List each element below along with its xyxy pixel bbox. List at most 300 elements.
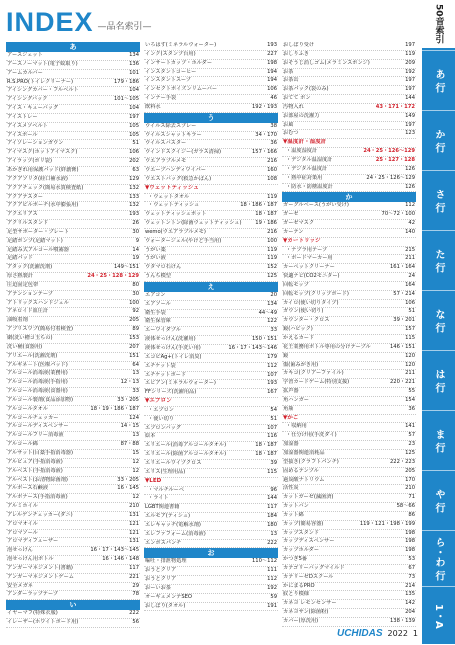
entry-name: エチケット袋: [145, 362, 176, 369]
entry-page: 20: [270, 291, 277, 298]
entry-page: 14: [132, 246, 139, 253]
entry-name: 加湿器: [283, 441, 299, 448]
entry-name: ウエストバッグ(救急かばん): [145, 175, 212, 182]
index-entry: [6, 459, 140, 468]
entry-name: アクアチェック(簡易水質検査紙): [7, 184, 84, 191]
entry-name: アロマオイル: [7, 520, 38, 527]
index-entry: [144, 389, 278, 398]
entry-name: アイシングバック: [7, 96, 48, 103]
index-entry: [6, 158, 140, 167]
tab-ma-row[interactable]: ま 行: [422, 410, 455, 471]
index-entry: [6, 370, 140, 379]
entry-page: 105: [129, 122, 139, 129]
index-entry: [6, 70, 140, 79]
index-entry: [282, 148, 416, 157]
index-entry: [282, 370, 416, 379]
entry-name: 足踏パッド: [7, 255, 33, 262]
index-entry: [144, 167, 278, 176]
entry-name: アイストレー: [7, 113, 38, 120]
index-entry: [6, 415, 140, 424]
entry-page: 198: [405, 547, 415, 554]
entry-name: ▼カートリッジ: [283, 237, 321, 244]
entry-page: 30: [132, 228, 139, 235]
tab-ya-row[interactable]: や 行: [422, 470, 455, 531]
entry-name: イヤーマフ(特殊衣服): [7, 610, 58, 617]
index-entry: [144, 522, 278, 531]
index-column-1: [6, 42, 140, 628]
entry-page: 19: [132, 255, 139, 262]
index-entry: [282, 600, 416, 609]
entry-page: 131: [129, 538, 139, 545]
index-entry: [144, 407, 278, 416]
index-entry: [144, 363, 278, 372]
index-entry: [6, 123, 140, 132]
entry-name: ・熱中症対策用: [286, 174, 323, 181]
entry-name: 衛生手袋: [145, 309, 166, 316]
index-entry: [6, 468, 140, 477]
entry-name: インスタントコーヒー: [145, 68, 197, 75]
entry-name: カテリーゼDスクール: [283, 573, 334, 580]
index-entry: [144, 576, 278, 585]
index-entry: [144, 158, 278, 167]
page-number: 1: [412, 628, 418, 638]
index-entry: [6, 503, 140, 512]
tab-sa-row[interactable]: さ 行: [422, 170, 455, 231]
entry-name: アルピュア(手指消毒液): [7, 458, 63, 465]
index-entry: [6, 229, 140, 238]
tab-ka-row[interactable]: か 行: [422, 110, 455, 171]
entry-page: 106: [129, 149, 139, 156]
index-entry: [6, 591, 140, 600]
index-entry: [282, 273, 416, 282]
index-entry: [6, 353, 140, 362]
entry-page: 16・145: [117, 485, 139, 492]
entry-name: カテゴリーバッグマイルド: [283, 564, 345, 571]
index-entry: [144, 451, 278, 460]
entry-page: 36: [408, 405, 415, 412]
index-column-2: [144, 42, 278, 611]
entry-page: 18・186・187: [240, 202, 277, 209]
entry-page: 24・25・126～129: [363, 148, 415, 155]
entry-name: アロマソール: [7, 529, 38, 536]
entry-name: エーワイダブル: [145, 327, 181, 334]
index-entry: [144, 416, 278, 425]
entry-page: 146・151: [390, 343, 415, 350]
index-entry: [282, 51, 416, 60]
entry-page: 55: [408, 388, 415, 395]
entry-page: 57・214: [393, 290, 415, 297]
entry-page: 46: [270, 95, 277, 102]
brand-logo: UCHIDAS: [336, 627, 383, 639]
entry-name: アブリスワブ(簡易付着検査): [7, 326, 73, 333]
section-header: お: [144, 548, 278, 558]
index-entry: [6, 96, 140, 105]
index-entry: [6, 423, 140, 432]
entry-name: 泡せっけん用ボトル: [7, 556, 54, 563]
entry-page: 152: [267, 264, 277, 271]
index-entry: [282, 157, 416, 166]
entry-name: ・デジタル温度計: [286, 165, 328, 172]
entry-name: ・マルチルーペ: [148, 486, 185, 493]
entry-page: 207: [129, 343, 139, 350]
index-entry: [282, 255, 416, 264]
index-entry: [6, 574, 140, 583]
entry-name: アルコールチェッカー: [7, 414, 59, 421]
entry-name: カバー(厚洗用): [283, 618, 319, 624]
entry-name: アルボース石鹸液: [7, 485, 49, 492]
index-entry: [282, 530, 416, 539]
index-entry: [144, 594, 278, 603]
index-entry: [144, 202, 278, 211]
entry-name: アルコール綿: [7, 441, 38, 448]
entry-page: 59: [270, 593, 277, 600]
entry-name: 泡せっけん: [7, 547, 33, 554]
index-entry: [6, 335, 140, 344]
index-category: [282, 238, 416, 247]
entry-name: お茶パック(袋のみ): [283, 86, 329, 93]
entry-name: アースジェット: [7, 52, 43, 58]
entry-page: 33・205: [117, 476, 139, 483]
entry-page: 123: [405, 130, 415, 137]
entry-page: 198: [405, 529, 415, 536]
entry-page: 184: [267, 513, 277, 520]
entry-page: 197: [405, 121, 415, 128]
entry-name: カットガーゼ(滅菌済): [283, 494, 334, 501]
entry-name: エアコン: [145, 291, 166, 298]
entry-name: ・ウェットティッシュ: [148, 202, 200, 209]
entry-name: アタック(洗濯洗剤): [7, 264, 53, 271]
index-entry: [6, 79, 140, 88]
entry-name: カネヨサン(除菌粉): [283, 609, 329, 616]
index-entry: [6, 105, 140, 114]
index-entry: [144, 460, 278, 469]
entry-name: ウイルス除去スプレー: [145, 122, 197, 129]
index-entry: [282, 247, 416, 256]
index-entry: [6, 583, 140, 592]
entry-name: うがい液: [145, 255, 166, 262]
entry-name: ガーグルベース(うがい受け): [283, 202, 349, 209]
index-entry: [6, 432, 140, 441]
entry-page: 24・25・128・129: [87, 273, 139, 280]
entry-name: 洗い桶(食器用): [7, 343, 43, 350]
entry-page: 23: [408, 441, 415, 448]
entry-name: 汚物入れ: [283, 103, 304, 110]
entry-page: 161・164: [390, 264, 415, 271]
index-entry: [6, 282, 140, 291]
entry-name: カットバン: [283, 503, 309, 510]
entry-page: 211: [405, 370, 415, 377]
entry-page: 140: [405, 228, 415, 235]
entry-page: 126: [405, 165, 415, 172]
index-entry: [144, 469, 278, 478]
index-entry: [144, 495, 278, 504]
entry-name: アルベスト(お清物除菌剤): [7, 476, 68, 483]
entry-name: 鏡(ハピック): [283, 326, 313, 333]
entry-page: 149～151: [114, 264, 139, 271]
entry-page: 9: [135, 237, 139, 244]
entry-name: おしぼり受け: [283, 42, 315, 48]
entry-name: アルコール製剤(食品添加物): [7, 396, 73, 403]
entry-name: エチケットボード: [145, 371, 187, 378]
entry-page: 227: [267, 50, 277, 57]
entry-name: カイロ(使い切りタイプ): [283, 299, 339, 306]
entry-page: 112: [267, 362, 277, 369]
entry-page: 73: [408, 573, 415, 580]
entry-name: 網(洗い槽コ玉ちの): [7, 335, 53, 341]
entry-page: 194: [267, 77, 277, 84]
index-entry: [6, 238, 140, 247]
entry-name: 角瓶: [283, 405, 294, 412]
entry-page: 16・17・143～146: [228, 345, 277, 351]
index-entry: [282, 477, 416, 486]
entry-page: 129: [129, 175, 139, 182]
entry-page: 18・19・186・187: [90, 405, 139, 412]
index-entry: [6, 132, 140, 141]
entry-name: アームカルバー: [7, 69, 43, 76]
index-entry: [144, 442, 278, 451]
entry-page: 18・187: [255, 442, 277, 449]
entry-page: 216: [267, 228, 277, 235]
index-entry: [6, 211, 140, 220]
index-entry: [6, 326, 140, 335]
entry-page: 111: [267, 567, 277, 574]
index-entry: [6, 530, 140, 539]
index-category: [144, 398, 278, 407]
entry-name: エプロンバッグ: [145, 424, 181, 431]
entry-name: アルコールディスペンサー: [7, 423, 69, 430]
entry-page: 36: [270, 140, 277, 147]
entry-name: アルミホイル: [7, 503, 38, 510]
index-entry: [282, 60, 416, 69]
entry-page: 42: [408, 220, 415, 227]
entry-page: 138・139: [390, 618, 415, 624]
entry-page: 16・17・143～145: [90, 547, 139, 554]
entry-page: 51: [270, 415, 277, 422]
entry-name: アンガーマネジメントゲーム: [7, 573, 74, 580]
entry-page: 214: [405, 582, 415, 589]
entry-page: 43・171・172: [375, 103, 415, 110]
entry-name: アルサット(目薬手指消毒器): [7, 449, 73, 456]
entry-name: 液体せっけん(手洗い用): [145, 345, 201, 351]
index-entry: [6, 565, 140, 574]
entry-name: いろはす(ミネラルウォーター): [145, 42, 217, 48]
section-header: あ: [6, 42, 140, 52]
index-entry: [282, 264, 416, 273]
index-entry: [144, 238, 278, 247]
entry-name: イレーザー(ホワイトボード用): [7, 619, 79, 626]
entry-name: 鏡: [283, 352, 289, 359]
tab-ha-row[interactable]: は 行: [422, 350, 455, 411]
entry-name: おそうじ消しゴム(メラミンスポンジ): [283, 59, 370, 66]
entry-name: カーペットクリーナー: [283, 264, 335, 271]
tab-ra-wa-row[interactable]: ら・わ 行: [422, 530, 455, 587]
entry-name: エリエール(消毒アルコールタオル): [145, 442, 227, 449]
entry-page: 157・166: [252, 149, 277, 156]
entry-page: 63: [132, 166, 139, 173]
index-entry: [282, 69, 416, 78]
entry-page: 78: [132, 591, 139, 598]
index-entry: [144, 194, 278, 203]
entry-name: アイシングカバー・フルベルト: [7, 87, 79, 94]
entry-name: アクアソリタ(経口補水液): [7, 175, 68, 182]
entry-name: ウォータージェル(やけど手当用): [145, 237, 222, 244]
index-entry: [144, 585, 278, 594]
index-entry: [144, 540, 278, 549]
entry-name: ・ボードマーカー用: [286, 255, 333, 262]
entry-name: 活性炭: [283, 485, 299, 492]
entry-page: 120: [405, 352, 415, 359]
entry-name: 固めるテンプル: [283, 467, 319, 474]
entry-page: 141: [405, 423, 415, 430]
entry-name: インセクトポイズンリムーバー: [145, 86, 218, 93]
index-entry: [144, 504, 278, 513]
entry-name: ・温度湿度計: [286, 148, 318, 155]
entry-name: ・防水・防塵温度計: [286, 183, 333, 190]
index-entry: [144, 310, 278, 319]
entry-page: 33・205: [117, 396, 139, 403]
entry-name: インナー手袋: [145, 95, 177, 102]
index-entry: [144, 273, 278, 282]
entry-page: 126: [405, 183, 415, 190]
entry-page: 222: [267, 539, 277, 546]
entry-name: ウタマロ石けん: [145, 264, 182, 271]
entry-page: 221: [129, 573, 139, 580]
index-entry: [282, 317, 416, 326]
index-entry: [144, 149, 278, 158]
entry-page: 14・15: [120, 423, 139, 430]
index-entry: [282, 166, 416, 175]
kana-index-sidebar: [422, 0, 455, 644]
index-entry: [282, 95, 416, 104]
index-entry: [6, 87, 140, 96]
entry-page: 216: [267, 158, 277, 165]
entry-name: エレキャッチ(電解水剤): [145, 521, 201, 528]
index-entry: [6, 264, 140, 273]
index-entry: [6, 388, 140, 397]
entry-name: 傷(歯みがき用): [283, 361, 319, 368]
entry-name: アイソレーションガウン: [7, 140, 64, 147]
index-entry: [282, 300, 416, 309]
section-header: え: [144, 282, 278, 292]
entry-page: 39: [270, 459, 277, 466]
entry-name: ▼ウェットティッシュ: [145, 184, 199, 191]
entry-page: 120: [405, 361, 415, 368]
index-entry: [282, 397, 416, 406]
entry-page: 167: [267, 389, 277, 396]
entry-name: カップスタンド: [283, 529, 320, 536]
entry-page: 106: [405, 299, 415, 306]
index-entry: [6, 538, 140, 547]
entry-page: 30: [132, 290, 139, 297]
entry-page: 16・146・148: [102, 556, 139, 563]
index-entry: [282, 609, 416, 618]
entry-name: ウイルスバスター: [145, 140, 187, 147]
entry-page: 220・221: [390, 379, 415, 386]
entry-name: おうとクリア: [145, 567, 177, 574]
index-entry: [144, 292, 278, 301]
entry-page: 142: [405, 600, 415, 607]
entry-name: ・仕分け用(手洗ダイ): [286, 432, 337, 439]
section-header: い: [6, 600, 140, 610]
entry-page: 110～112: [252, 558, 277, 565]
entry-page: 125: [267, 273, 277, 280]
entry-page: 215: [405, 246, 415, 253]
page-footer: [282, 626, 418, 640]
entry-name: エレファフォーム(消毒液): [145, 530, 206, 537]
entry-page: 119: [267, 246, 277, 253]
index-entry: [144, 603, 278, 612]
entry-page: 101～105: [114, 96, 139, 103]
index-entry: [282, 42, 416, 51]
index-entry: [282, 512, 416, 521]
index-entry: [282, 326, 416, 335]
entry-name: アトリックスハンドジェル: [7, 299, 69, 306]
index-entry: [282, 291, 416, 300]
entry-name: カット綿: [283, 511, 304, 518]
entry-page: 58～66: [396, 503, 415, 510]
index-entry: [144, 255, 278, 264]
index-category: [144, 185, 278, 194]
entry-name: アルコール消毒液(業務用): [7, 370, 68, 377]
entry-page: 205: [405, 467, 415, 474]
entry-page: 51: [408, 308, 415, 315]
index-entry: [282, 547, 416, 556]
entry-name: R.S.PRO(トイレクリーナー): [7, 78, 74, 85]
entry-name: アクリルスタンド: [7, 220, 49, 227]
entry-name: 型抜き(クラフトパンチ): [283, 458, 339, 465]
index-entry: [6, 247, 140, 256]
entry-name: 過炭酸ナトリウム: [283, 476, 325, 483]
entry-page: 92: [132, 308, 139, 315]
entry-page: 44～49: [258, 309, 277, 316]
entry-page: 87・88: [120, 441, 139, 448]
entry-name: かにまるPRO: [283, 582, 315, 589]
entry-name: エリエールワイプクロス: [145, 459, 202, 466]
entry-name: アイラップ(ポリ袋): [7, 158, 52, 165]
index-entry: [6, 397, 140, 406]
entry-name: カウンター・クロス: [283, 317, 330, 324]
tab-a-row[interactable]: あ 行: [422, 50, 455, 111]
tab-numeric-alpha[interactable]: 1・A: [422, 586, 455, 645]
index-entry: [282, 494, 416, 503]
entry-page: 71: [408, 494, 415, 501]
entry-name: お茶缶: [283, 77, 299, 84]
index-entry: [6, 167, 140, 176]
entry-page: 197: [129, 113, 139, 120]
entry-page: 205: [129, 317, 139, 324]
entry-page: 211: [405, 255, 415, 262]
entry-name: エアソール: [145, 300, 171, 307]
index-entry: [6, 477, 140, 486]
entry-name: ・使い切り: [148, 415, 174, 422]
index-entry: [282, 406, 416, 415]
entry-name: 足踏ポンプ(足踏マット): [7, 237, 63, 244]
tab-ta-row[interactable]: た 行: [422, 230, 455, 291]
sidebar-title: [422, 0, 455, 50]
index-entry: [6, 308, 140, 317]
index-entry: [282, 353, 416, 362]
entry-page: 160: [267, 166, 277, 173]
entry-page: 170: [405, 476, 415, 483]
index-entry: [6, 176, 140, 185]
entry-page: 153: [129, 335, 139, 341]
tab-na-row[interactable]: な 行: [422, 290, 455, 351]
entry-name: ガーゼ: [283, 211, 299, 218]
entry-page: 202: [129, 158, 139, 165]
entry-page: 192・193: [252, 103, 277, 110]
index-entry: [144, 558, 278, 567]
section-header: か: [282, 192, 416, 202]
